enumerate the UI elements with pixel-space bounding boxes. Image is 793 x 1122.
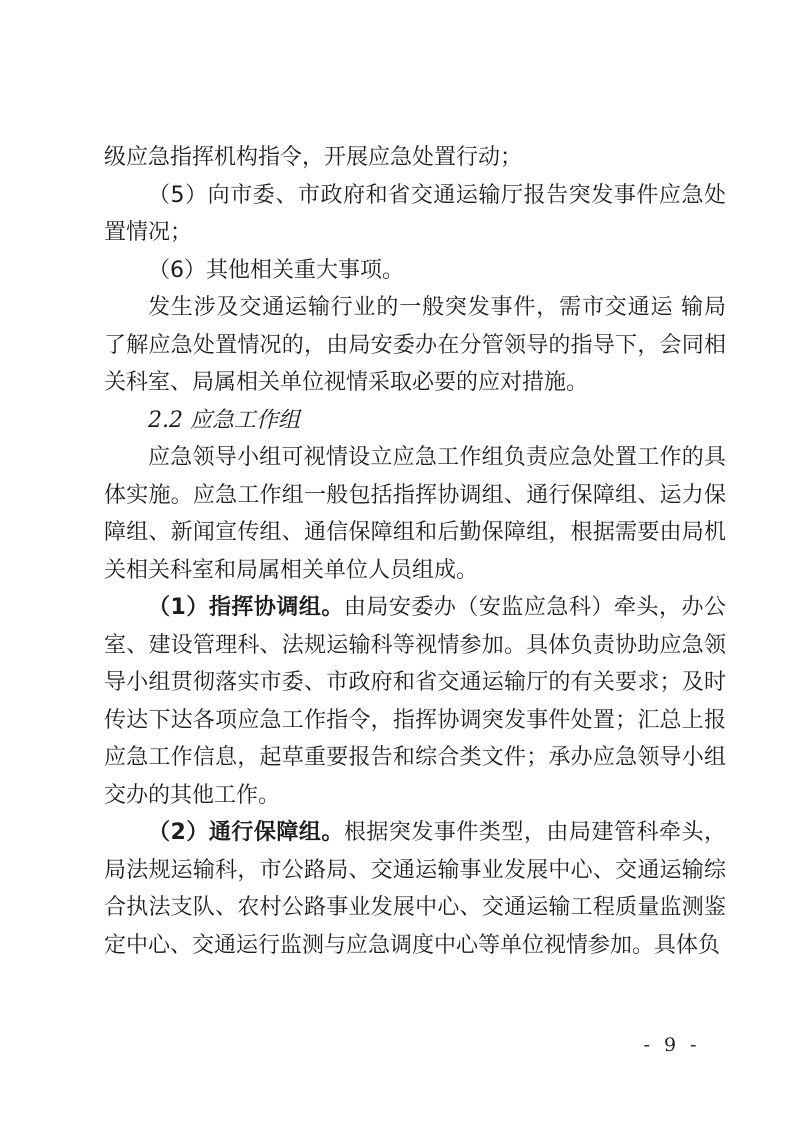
paragraph: [104, 289, 726, 402]
paragraph: [104, 589, 726, 814]
paragraph: [104, 177, 726, 252]
text-run: （2）通行保障组。: [148, 820, 344, 845]
paragraph: [104, 439, 726, 589]
paragraph: [104, 252, 726, 290]
section-heading: [104, 402, 726, 440]
text-run: 级应急指挥机构指令，开展应急处置行动；: [104, 145, 523, 170]
text-run: 2.2 应急工作组: [148, 407, 300, 433]
text-run: 由局安委办（安监应急科）牵头，办公室、建设管理科、法规运输科等视情参加。具体负责协助应急领导小组贯彻落实市委、市政府和省交通运输厅的有关要求；及时传达下达各项应急工作指令，指挥协调突发事件处置；汇总上报应急工作信息，起草重要报告和综合类文件；承办应急领导小组交办的其他工作。: [104, 595, 726, 808]
text-run: （1）指挥协调组。: [148, 595, 344, 620]
document-body: [104, 139, 726, 964]
page-number: - 9 -: [643, 1034, 701, 1056]
text-run: （5）向市委、市政府和省交通运输厅报告突发事件应急处置情况；: [104, 182, 726, 245]
text-run: 根据突发事件类型，由局建管科牵头，局法规运输科，市公路局、交通运输事业发展中心、交通运输综合执法支队、农村公路事业发展中心、交通运输工程质量监测鉴定中心、交通运行监测与应急调度中心等单位视情参加。具体负: [104, 820, 726, 958]
text-run: （6）其他相关重大事项。: [148, 257, 404, 283]
paragraph: [104, 814, 726, 964]
text-run: 发生涉及交通运输行业的一般突发事件，需市交通运 输局了解应急处置情况的，由局安委办在分管领导的指导下，会同相关科室、局属相关单位视情采取必要的应对措施。: [104, 295, 726, 395]
paragraph: [104, 139, 726, 177]
text-run: 应急领导小组可视情设立应急工作组负责应急处置工作的具体实施。应急工作组一般包括指挥协调组、通行保障组、运力保障组、新闻宣传组、通信保障组和后勤保障组，根据需要由局机关相关科室和局属相关单位人员组成。: [104, 445, 726, 583]
